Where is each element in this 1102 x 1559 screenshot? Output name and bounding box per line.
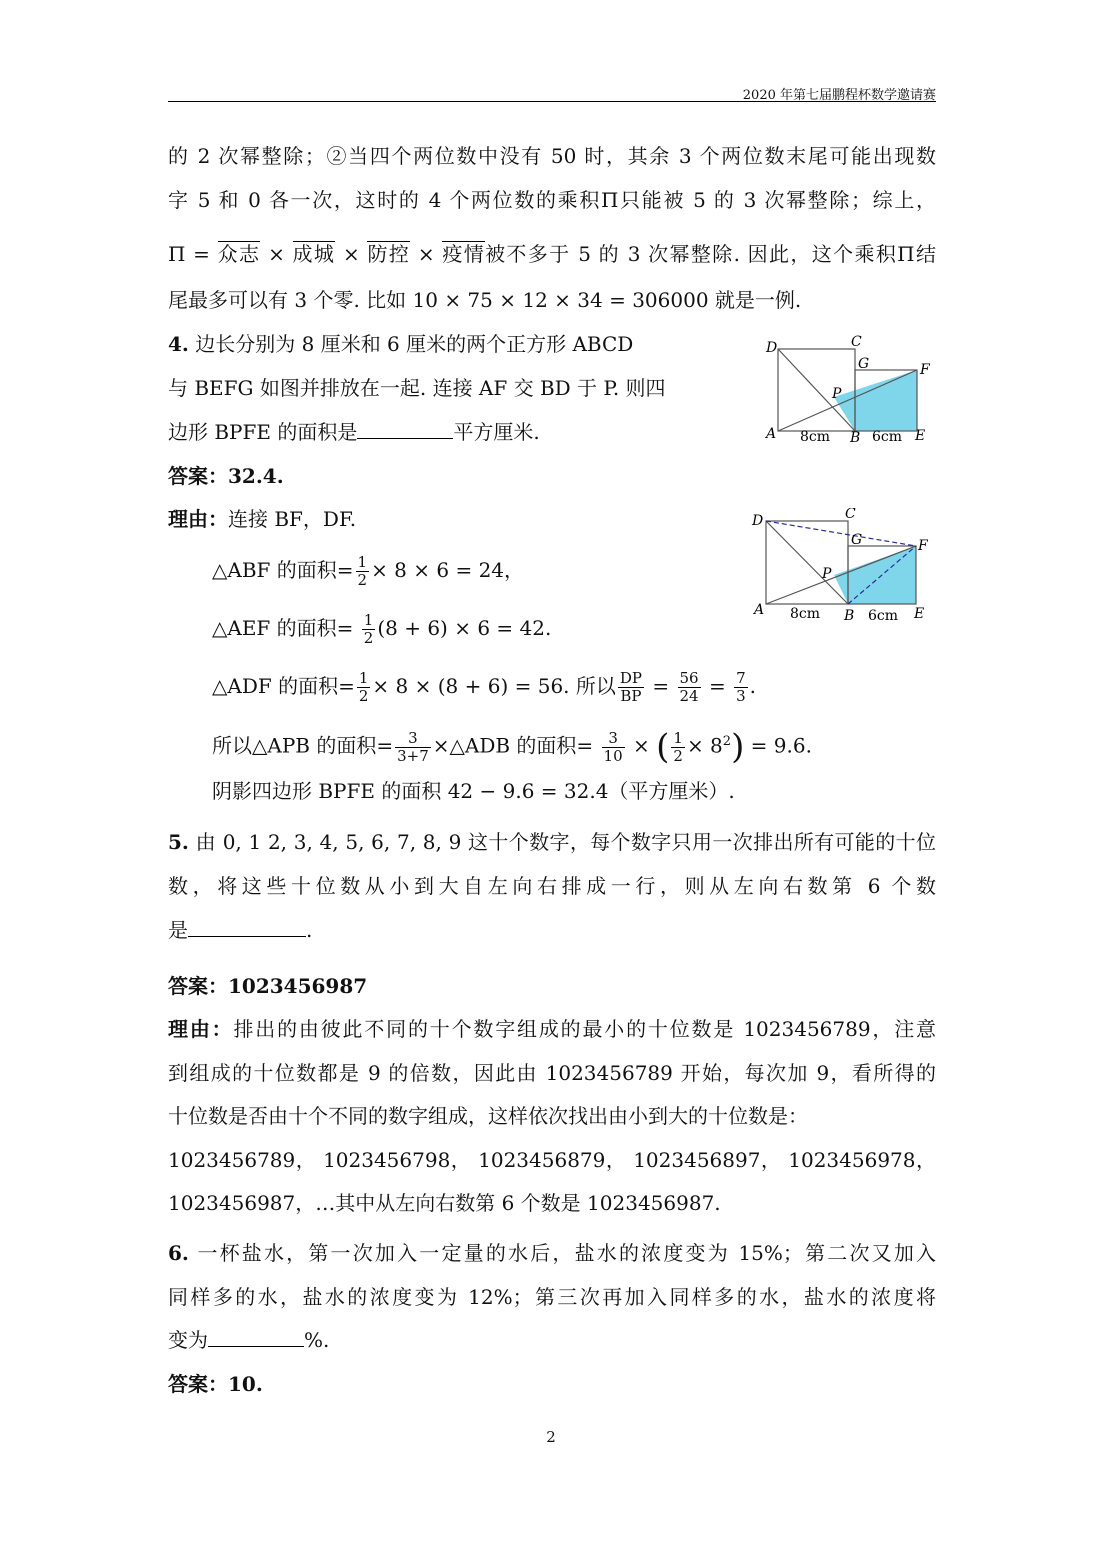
q6-number: 6. — [168, 1241, 189, 1265]
step-text: △ABF 的面积= — [212, 558, 354, 582]
q4-line-2: 与 BEFG 如图并排放在一起. 连接 AF 交 BD 于 P. 则四 — [168, 376, 666, 400]
q4-text-3b: 平方厘米. — [453, 420, 540, 444]
length-6cm: 6cm — [872, 429, 903, 444]
q4-figure — [760, 334, 950, 444]
q5-line-2: 数，将这些十位数从小到大自左向右排成一行，则从左向右数第 6 个数 — [168, 874, 936, 898]
fraction-dp-bp: $\frac{DP}{BP}$ — [619, 669, 643, 705]
q6-answer — [168, 1370, 263, 1398]
answer-value: 10. — [228, 1372, 263, 1396]
label-G: G — [851, 532, 863, 548]
answer-blank — [357, 418, 453, 439]
q6-line-1 — [168, 1239, 936, 1267]
p3-line-4: 尾最多可以有 3 个零. 比如 10 × 75 × 12 × 34 = 306000 就是一例. — [168, 288, 802, 312]
times-sign: × — [260, 242, 293, 266]
q4-number: 4. — [168, 332, 189, 356]
fraction-3-10: $\frac{3}{10}$ — [603, 728, 623, 765]
q6-line-2: 同样多的水，盐水的浓度变为 12%；第三次再加入同样多的水，盐水的浓度将 — [168, 1285, 936, 1309]
fraction-half: $\frac{1}{2}$ — [363, 611, 374, 647]
label-D: D — [766, 340, 778, 356]
q5-reason-2: 到组成的十位数都是 9 的倍数，因此由 1023456789 开始，每次加 9，看所得的 — [168, 1061, 936, 1085]
step-text: × 8 × (8 + 6) = 56. 所以 — [372, 674, 616, 698]
q4-step-5: 阴影四边形 BPFE 的面积 42 − 9.6 = 32.4（平方厘米）. — [212, 779, 735, 803]
step-text: × 8 × 6 = 24， — [371, 558, 525, 582]
p3-line-1: 的 2 次幂整除；②当四个两位数中没有 50 时，其余 3 个两位数末尾可能出现数 — [168, 144, 936, 168]
reason-label: 理由： — [168, 1017, 234, 1041]
reason-text: 连接 BF，DF. — [228, 507, 357, 531]
label-C: C — [845, 508, 856, 522]
step-text: ×△ADB 的面积= — [432, 733, 600, 758]
label-G: G — [858, 356, 870, 372]
running-header: 2020 年第七届鹏程杯数学邀请赛 — [742, 88, 936, 103]
overline-word-1: 众志 — [217, 242, 261, 266]
right-paren: ) — [731, 727, 745, 768]
q4-step-3: △ADF 的面积= $\frac{1}{2}$ × 8 × (8 + 6) = 56. 所以 $\frac{DP}{BP}$ = $\frac{56}{24}$ = $\frac{7}{3}$ . — [212, 669, 756, 705]
q5-line-3: 是 . — [168, 918, 313, 942]
answer-label: 答案： — [168, 464, 228, 488]
answer-blank — [208, 1326, 304, 1347]
label-P: P — [822, 566, 832, 582]
label-E: E — [915, 428, 926, 444]
answer-blank — [188, 916, 306, 937]
step-text: △ADF 的面积= — [212, 674, 355, 698]
overline-word-4: 疫情 — [442, 242, 486, 266]
label-F: F — [920, 362, 930, 378]
length-8cm: 8cm — [800, 429, 831, 444]
step-text: 所以△APB 的面积= — [212, 733, 394, 758]
q5-reason-1 — [168, 1015, 936, 1043]
p3-line-3-tail: 被不多于 5 的 3 次幂整除. 因此，这个乘积Π结 — [485, 242, 936, 266]
fraction-3-over-3plus7: $\frac{3}{3+7}$ — [397, 728, 429, 765]
left-paren: ( — [656, 727, 670, 768]
label-A: A — [766, 426, 777, 442]
step-text: (8 + 6) × 6 = 42. — [377, 616, 552, 640]
q6-line-3: 变为 %. — [168, 1328, 330, 1352]
fraction-half: $\frac{1}{2}$ — [357, 553, 368, 589]
fraction-7-3: $\frac{7}{3}$ — [736, 669, 746, 705]
exponent: 2 — [722, 734, 732, 749]
answer-label: 答案： — [168, 974, 228, 998]
label-C: C — [851, 334, 862, 350]
answer-value: 32.4. — [228, 464, 284, 488]
q4-answer — [168, 462, 284, 490]
fraction-half: $\frac{1}{2}$ — [673, 728, 683, 765]
header-rule — [168, 101, 936, 102]
q4-reason — [168, 505, 356, 533]
label-P: P — [832, 386, 842, 402]
q5-number: 5. — [168, 830, 189, 854]
q5-reason-4: 1023456789， 1023456798， 1023456879， 1023456897， 1023456978， — [168, 1148, 936, 1172]
q4-line-3 — [168, 418, 540, 446]
label-B: B — [844, 608, 855, 620]
pi-equals: Π = — [168, 242, 218, 266]
q4-step-4: 所以△APB 的面积= $\frac{3}{3+7}$ ×△ADB 的面积= $\frac{3}{10}$ × ( $\frac{1}{2}$ × $8^2) = 9.6$. — [212, 727, 812, 768]
q6-text-1: 一杯盐水，第一次加入一定量的水后，盐水的浓度变为 15%；第二次又加入 — [197, 1241, 936, 1265]
q4-text-3a: 边形 BPFE 的面积是 — [168, 420, 358, 444]
answer-value: 1023456987 — [228, 974, 368, 998]
page-number: 2 — [546, 1428, 556, 1446]
reason-text: 排出的由彼此不同的十个数字组成的最小的十位数是 1023456789，注意 — [233, 1017, 937, 1041]
length-8cm: 8cm — [790, 606, 821, 620]
reason-label: 理由： — [168, 507, 228, 531]
q5-text-1: 由 0, 1 2, 3, 4, 5, 6, 7, 8, 9 这十个数字，每个数字只用一次排出所有可能的十位 — [195, 830, 937, 854]
q4-text-1: 边长分别为 8 厘米和 6 厘米的两个正方形 ABCD — [195, 332, 634, 356]
times-sign: × — [335, 242, 368, 266]
length-6cm: 6cm — [868, 608, 899, 620]
label-B: B — [850, 430, 861, 444]
label-F: F — [918, 538, 928, 554]
p3-line-3 — [168, 240, 936, 268]
fraction-56-24: $\frac{56}{24}$ — [679, 669, 699, 705]
p3-line-2: 字 5 和 0 各一次，这时的 4 个两位数的乘积Π只能被 5 的 3 次幂整除；综上， — [168, 188, 936, 212]
q4-step-2 — [212, 612, 551, 647]
q4-line-1 — [168, 330, 633, 358]
q4-step-1 — [212, 554, 524, 589]
answer-label: 答案： — [168, 1372, 228, 1396]
label-A: A — [754, 602, 765, 618]
times-sign: × — [410, 242, 443, 266]
q5-reason-3: 十位数是否由十个不同的数字组成，这样依次找出由小到大的十位数是： — [168, 1104, 808, 1128]
overline-word-3: 防控 — [367, 242, 411, 266]
shaded-region — [834, 546, 916, 604]
q5-line-1 — [168, 828, 936, 856]
q5-answer — [168, 972, 367, 1000]
q5-reason-5: 1023456987，…其中从左向右数第 6 个数是 1023456987. — [168, 1191, 721, 1215]
q4-solution-figure — [750, 508, 940, 620]
fraction-half: $\frac{1}{2}$ — [358, 669, 369, 705]
overline-word-2: 成城 — [292, 242, 336, 266]
step-text: △AEF 的面积= — [212, 616, 360, 640]
label-D: D — [752, 513, 764, 529]
label-E: E — [914, 606, 925, 620]
